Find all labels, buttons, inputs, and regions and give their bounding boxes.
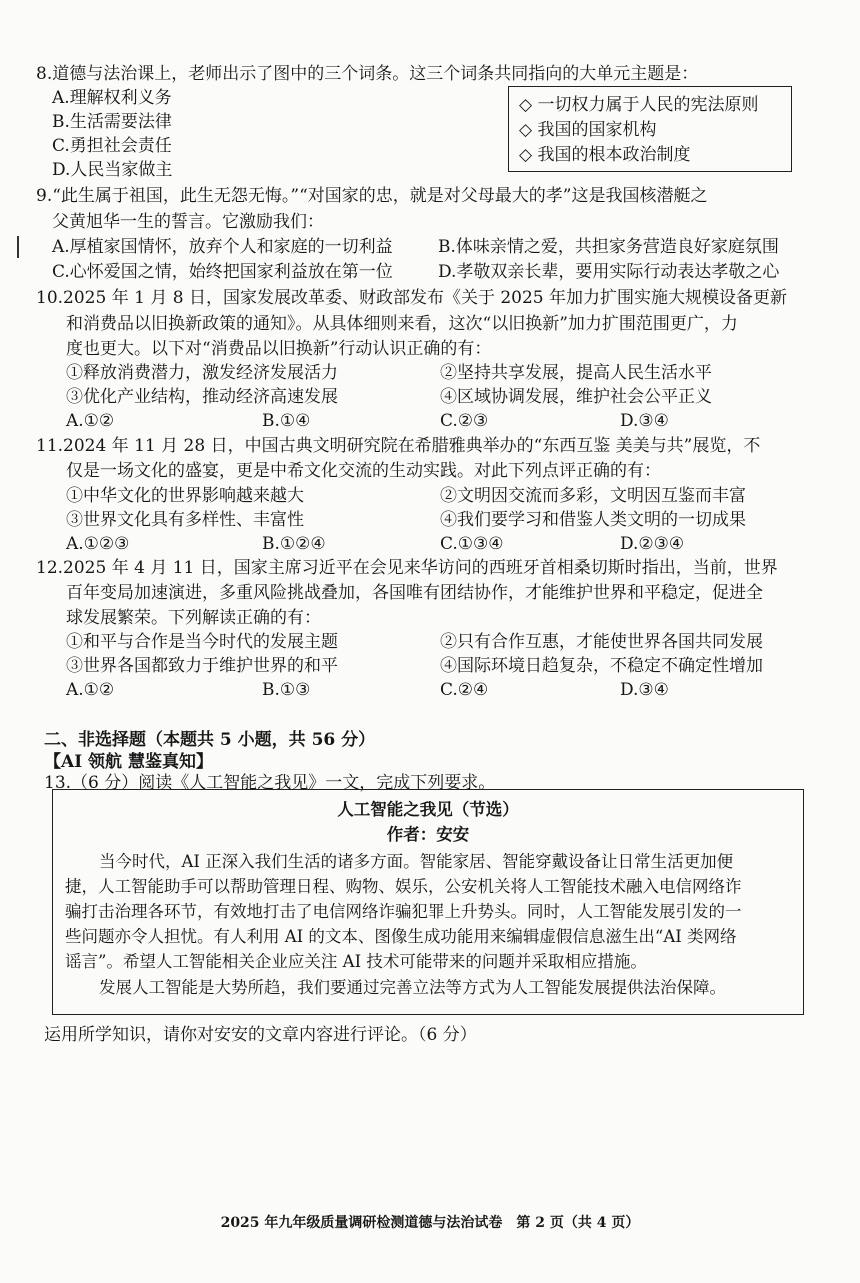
passage-line: 发展人工智能是大势所趋，我们要通过完善立法等方式为人工智能发展提供法治保障。 [99, 978, 726, 997]
q11-choice-d: D.②③④ [620, 534, 685, 554]
q10-statement: ①释放消费潜力，激发经济发展活力 [66, 363, 338, 383]
q11-choice-a: A.①②③ [66, 534, 130, 554]
page-footer: 2025 年九年级质量调研检测道德与法治试卷 第 2 页（共 4 页） [220, 1215, 640, 1231]
q10-statement: ③优化产业结构，推动经济高速发展 [66, 387, 338, 407]
q10-choice-a: A.①② [66, 411, 115, 431]
q11-stem: 仅是一场文化的盛宴，更是中希文化交流的生动实践。对此下列点评正确的有： [66, 461, 661, 481]
q12-statement: ①和平与合作是当今时代的发展主题 [66, 632, 338, 652]
q10-choice-c: C.②③ [440, 411, 489, 431]
q10-statement: ④区域协调发展，维护社会公平正义 [440, 387, 712, 407]
q12-choice-a: A.①② [66, 680, 115, 700]
passage-line: 些问题亦令人担忧。有人利用 AI 的文本、图像生成功能用来编辑虚假信息滋生出“AI 类网络 [65, 927, 737, 946]
q12-stem: 百年变局加速演进，多重风险挑战叠加，各国唯有团结协作，才能维护世界和平稳定，促进全 [66, 583, 763, 603]
q9-stem: 9.“此生属于祖国，此生无怨无悔。”“对国家的忠，就是对父母最大的孝”这是我国核潜艇之 [36, 186, 708, 206]
passage-line: 骗打击治理各环节，有效地打击了电信网络诈骗犯罪上升势头。同时，人工智能发展引发的一 [65, 902, 742, 921]
q10-choice-b: B.①④ [262, 411, 311, 431]
q9-option-a: A.厚植家国情怀，放弃个人和家庭的一切利益 [52, 237, 393, 257]
q8-term: ◇ 我国的国家机构 [519, 120, 657, 140]
q8-stem: 8.道德与法治课上，老师出示了图中的三个词条。这三个词条共同指向的大单元主题是： [36, 64, 699, 84]
q10-statement: ②坚持共享发展，提高人民生活水平 [440, 363, 712, 383]
q8-option-d: D.人民当家做主 [52, 160, 173, 180]
q11-statement: ③世界文化具有多样性、丰富性 [66, 510, 304, 530]
q12-statement: ④国际环境日趋复杂，不稳定不确定性增加 [440, 656, 763, 676]
q9-option-c: C.心怀爱国之情，始终把国家利益放在第一位 [52, 262, 393, 282]
q8-option-a: A.理解权利义务 [52, 88, 172, 108]
section-heading: 二、非选择题（本题共 5 小题，共 56 分） [44, 730, 376, 750]
q12-statement: ③世界各国都致力于维护世界的和平 [66, 656, 338, 676]
q9-option-b: B.体味亲情之爱，共担家务营造良好家庭氛围 [438, 237, 779, 257]
q12-statement: ②只有合作互惠，才能使世界各国共同发展 [440, 632, 763, 652]
margin-mark [17, 236, 19, 258]
q12-choice-d: D.③④ [620, 680, 669, 700]
q10-stem: 度也更大。以下对“消费品以旧换新”行动认识正确的有： [66, 339, 492, 359]
q8-term-box [508, 86, 792, 172]
passage-box [52, 789, 804, 1015]
q12-stem: 球发展繁荣。下列解读正确的有： [66, 608, 321, 628]
passage-line: 当今时代，AI 正深入我们生活的诸多方面。智能家居、智能穿戴设备让日常生活更加便 [99, 852, 734, 871]
q13-stem: 13.（6 分）阅读《人工智能之我见》一文，完成下列要求。 [44, 773, 496, 793]
q12-choice-c: C.②④ [440, 680, 489, 700]
q10-stem: 10.2025 年 1 月 8 日，国家发展改革委、财政部发布《关于 2025 年加力扩围实施大规模设备更新 [36, 288, 788, 308]
q11-choice-b: B.①②④ [262, 534, 326, 554]
passage-line: 谣言”。希望人工智能相关企业应关注 AI 技术可能带来的问题并采取相应措施。 [65, 952, 647, 971]
section-subheading: 【AI 领航 慧鉴真知】 [44, 752, 213, 772]
q9-option-d: D.孝敬双亲长辈，要用实际行动表达孝敬之心 [438, 262, 780, 282]
q8-term: ◇ 一切权力属于人民的宪法原则 [519, 95, 759, 115]
passage-line: 捷，人工智能助手可以帮助管理日程、购物、娱乐，公安机关将人工智能技术融入电信网络诈 [65, 877, 742, 896]
q11-statement: ②文明因交流而多彩，文明因互鉴而丰富 [440, 486, 746, 506]
q9-stem: 父黄旭华一生的誓言。它激励我们： [52, 212, 324, 232]
q13-question: 运用所学知识，请你对安安的文章内容进行评论。（6 分） [44, 1025, 477, 1045]
q12-stem: 12.2025 年 4 月 11 日，国家主席习近平在会见来华访问的西班牙首相桑切斯时指出，当前，世界 [36, 558, 778, 578]
q11-statement: ④我们要学习和借鉴人类文明的一切成果 [440, 510, 746, 530]
passage-title: 人工智能之我见（节选） [337, 800, 519, 819]
q12-choice-b: B.①③ [262, 680, 311, 700]
q11-choice-c: C.①③④ [440, 534, 504, 554]
q8-term: ◇ 我国的根本政治制度 [519, 145, 691, 165]
q8-option-b: B.生活需要法律 [52, 112, 172, 132]
q11-stem: 11.2024 年 11 月 28 日，中国古典文明研究院在希腊雅典举办的“东西互鉴 美美与共”展览，不 [36, 436, 761, 456]
q8-option-c: C.勇担社会责任 [52, 136, 172, 156]
q10-stem: 和消费品以旧换新政策的通知》。从具体细则来看，这次“以旧换新”加力扩围范围更广，力 [66, 314, 738, 334]
q10-choice-d: D.③④ [620, 411, 669, 431]
q11-statement: ①中华文化的世界影响越来越大 [66, 486, 304, 506]
passage-author: 作者：安安 [386, 825, 470, 844]
